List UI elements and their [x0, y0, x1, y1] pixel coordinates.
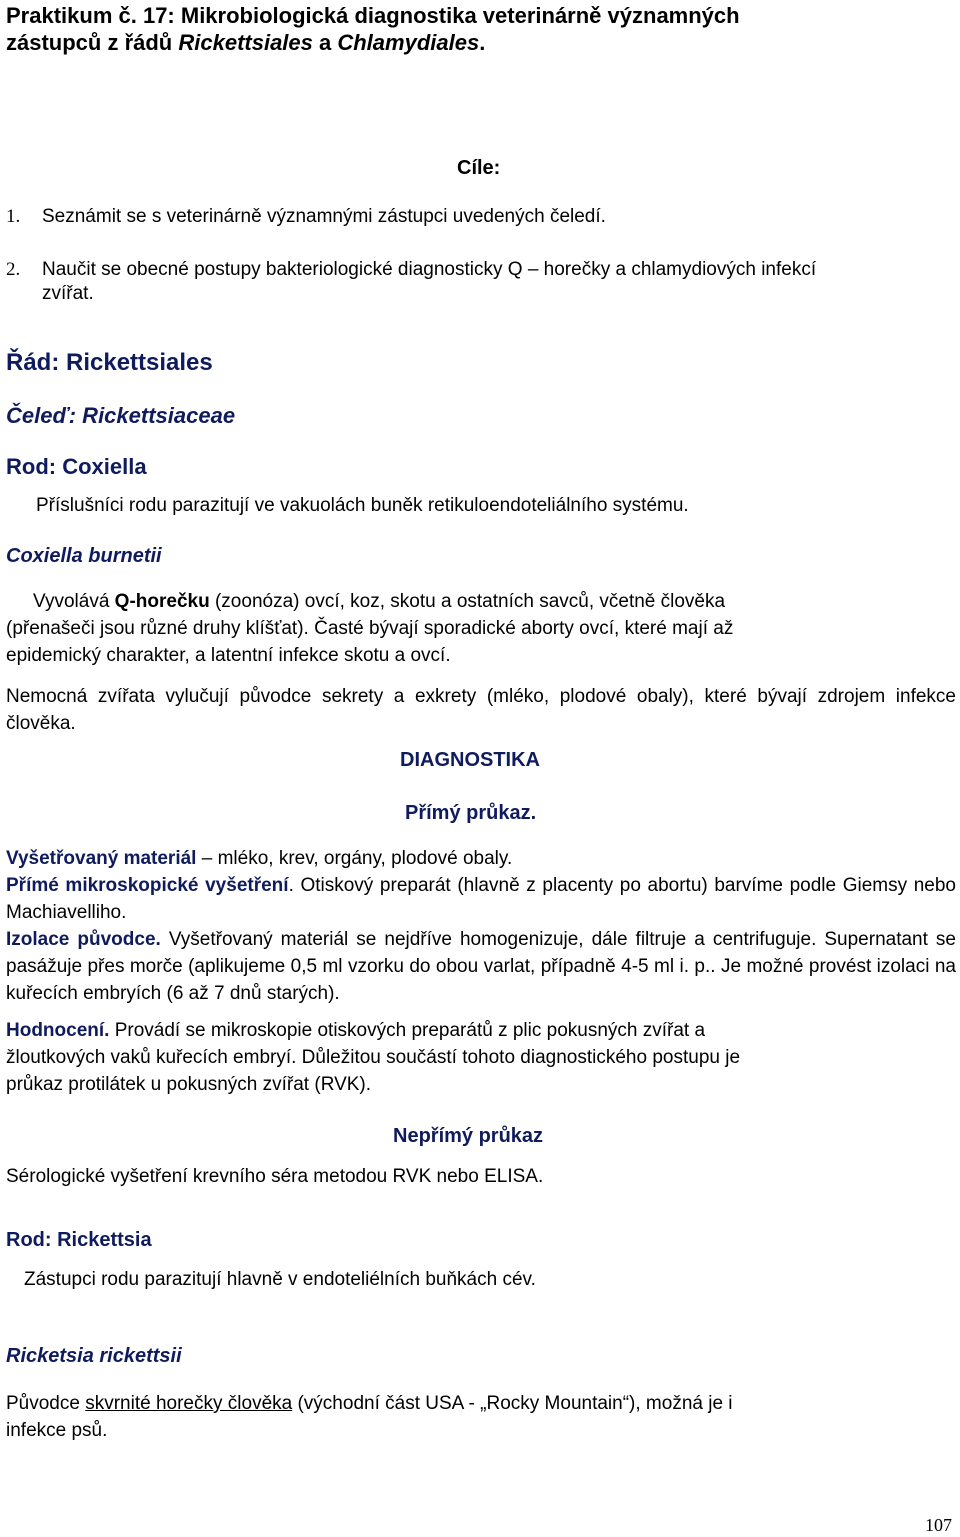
goals-heading: Cíle:	[457, 157, 501, 179]
isolation-paragraph	[6, 926, 956, 1007]
order-heading: Řád: Rickettsiales	[6, 349, 213, 376]
para-text: Vyvolává	[33, 591, 115, 612]
genus-rickettsia-heading: Rod: Rickettsia	[6, 1229, 152, 1251]
diagnostics-heading: DIAGNOSTIKA	[400, 749, 540, 771]
evaluation-line1	[6, 1017, 705, 1044]
goal-text-2: Naučit se obecné postupy bakteriologické diagnosticky Q – horečky a chlamydiových infekcí	[42, 259, 817, 280]
microscopy-paragraph	[6, 872, 956, 926]
rickettsii-text: Původce	[6, 1393, 86, 1414]
evaluation-line2: žloutkových vaků kuřecích embryí. Důležitou součástí tohoto diagnostického postupu je	[6, 1047, 741, 1068]
goal-text-2-cont: zvířat.	[42, 283, 94, 304]
burnetii-para1-line1	[33, 588, 725, 615]
page-title-line-2	[6, 27, 485, 58]
isolation-label: Izolace původce.	[6, 929, 161, 950]
genus-coxiella-heading: Rod: Coxiella	[6, 454, 147, 479]
page-number: 107	[925, 1515, 952, 1535]
coxiella-burnetii-heading: Coxiella burnetii	[6, 545, 162, 567]
title-period: .	[479, 30, 486, 55]
title-text-and: a	[312, 30, 338, 55]
direct-proof-heading: Přímý průkaz.	[405, 802, 537, 824]
material-text: – mléko, krev, orgány, plodové obaly.	[196, 848, 513, 869]
isolation-text: Vyšetřovaný materiál se nejdříve homogenizuje, dále filtruje a centrifuguje. Supernatant se pasážuje přes morče (aplikujeme 0,5 ml vzorku do obou varlat, případně 4-5 ml i. p.. Je možné provést izolaci na kuřecích embryích (6 až 7 dnů starých).	[6, 929, 956, 1004]
title-text: zástupců z řádů	[6, 30, 179, 55]
burnetii-para2: Nemocná zvířata vylučují původce sekrety a exkrety (mléko, plodové obaly), které bývají zdrojem infekce člověka.	[6, 686, 956, 734]
burnetii-para1-line2: (přenašeči jsou různé druhy klíšťat). Časté bývají sporadické aborty ovcí, které mají až	[6, 618, 734, 639]
goal-number: 1.	[6, 206, 21, 227]
spotted-fever-term: skvrnité horečky člověka	[85, 1393, 293, 1414]
burnetii-para1-line3: epidemický charakter, a latentní infekce skotu a ovcí.	[6, 645, 451, 666]
rickettsia-description: Zástupci rodu parazitují hlavně v endoteliélních buňkách cév.	[24, 1269, 536, 1290]
microscopy-text: . Otiskový preparát (hlavně z placenty po abortu) barvíme podle Giemsy nebo Machiavelliho.	[6, 875, 956, 923]
family-heading: Čeleď: Rickettsiaceae	[6, 403, 236, 428]
para-text: (zoonóza) ovcí, koz, skotu a ostatních savců, včetně člověka	[209, 591, 726, 612]
evaluation-text: Provádí se mikroskopie otiskových preparátů z plic pokusných zvířat a	[109, 1020, 706, 1041]
material-label: Vyšetřovaný materiál	[6, 848, 197, 869]
q-fever-term: Q-horečku	[114, 591, 210, 612]
rickettsii-text: (východní část USA - „Rocky Mountain“), možná je i	[292, 1393, 733, 1414]
rickettsii-line1	[6, 1390, 733, 1417]
goal-item-2	[6, 256, 20, 283]
goal-number: 2.	[6, 259, 21, 280]
indirect-proof-heading: Nepřímý průkaz	[393, 1125, 544, 1147]
title-line-1: Praktikum č. 17: Mikrobiologická diagnostika veterinárně významných	[6, 3, 740, 28]
evaluation-line3: průkaz protilátek u pokusných zvířat (RVK).	[6, 1074, 372, 1095]
material-line	[6, 845, 512, 872]
rickettsii-line2: infekce psů.	[6, 1420, 108, 1441]
ricketsia-species-heading: Ricketsia rickettsii	[6, 1345, 182, 1367]
serology-line: Sérologické vyšetření krevního séra metodou RVK nebo ELISA.	[6, 1166, 544, 1187]
coxiella-description: Příslušníci rodu parazitují ve vakuolách buněk retikuloendoteliálního systému.	[36, 495, 689, 516]
goal-item-1	[6, 203, 20, 230]
microscopy-label: Přímé mikroskopické vyšetření	[6, 875, 289, 896]
title-order-2: Chlamydiales	[337, 30, 480, 55]
title-order-1: Rickettsiales	[178, 30, 313, 55]
evaluation-label: Hodnocení.	[6, 1020, 110, 1041]
goal-text-1: Seznámit se s veterinárně významnými zástupci uvedených čeledí.	[42, 206, 606, 227]
